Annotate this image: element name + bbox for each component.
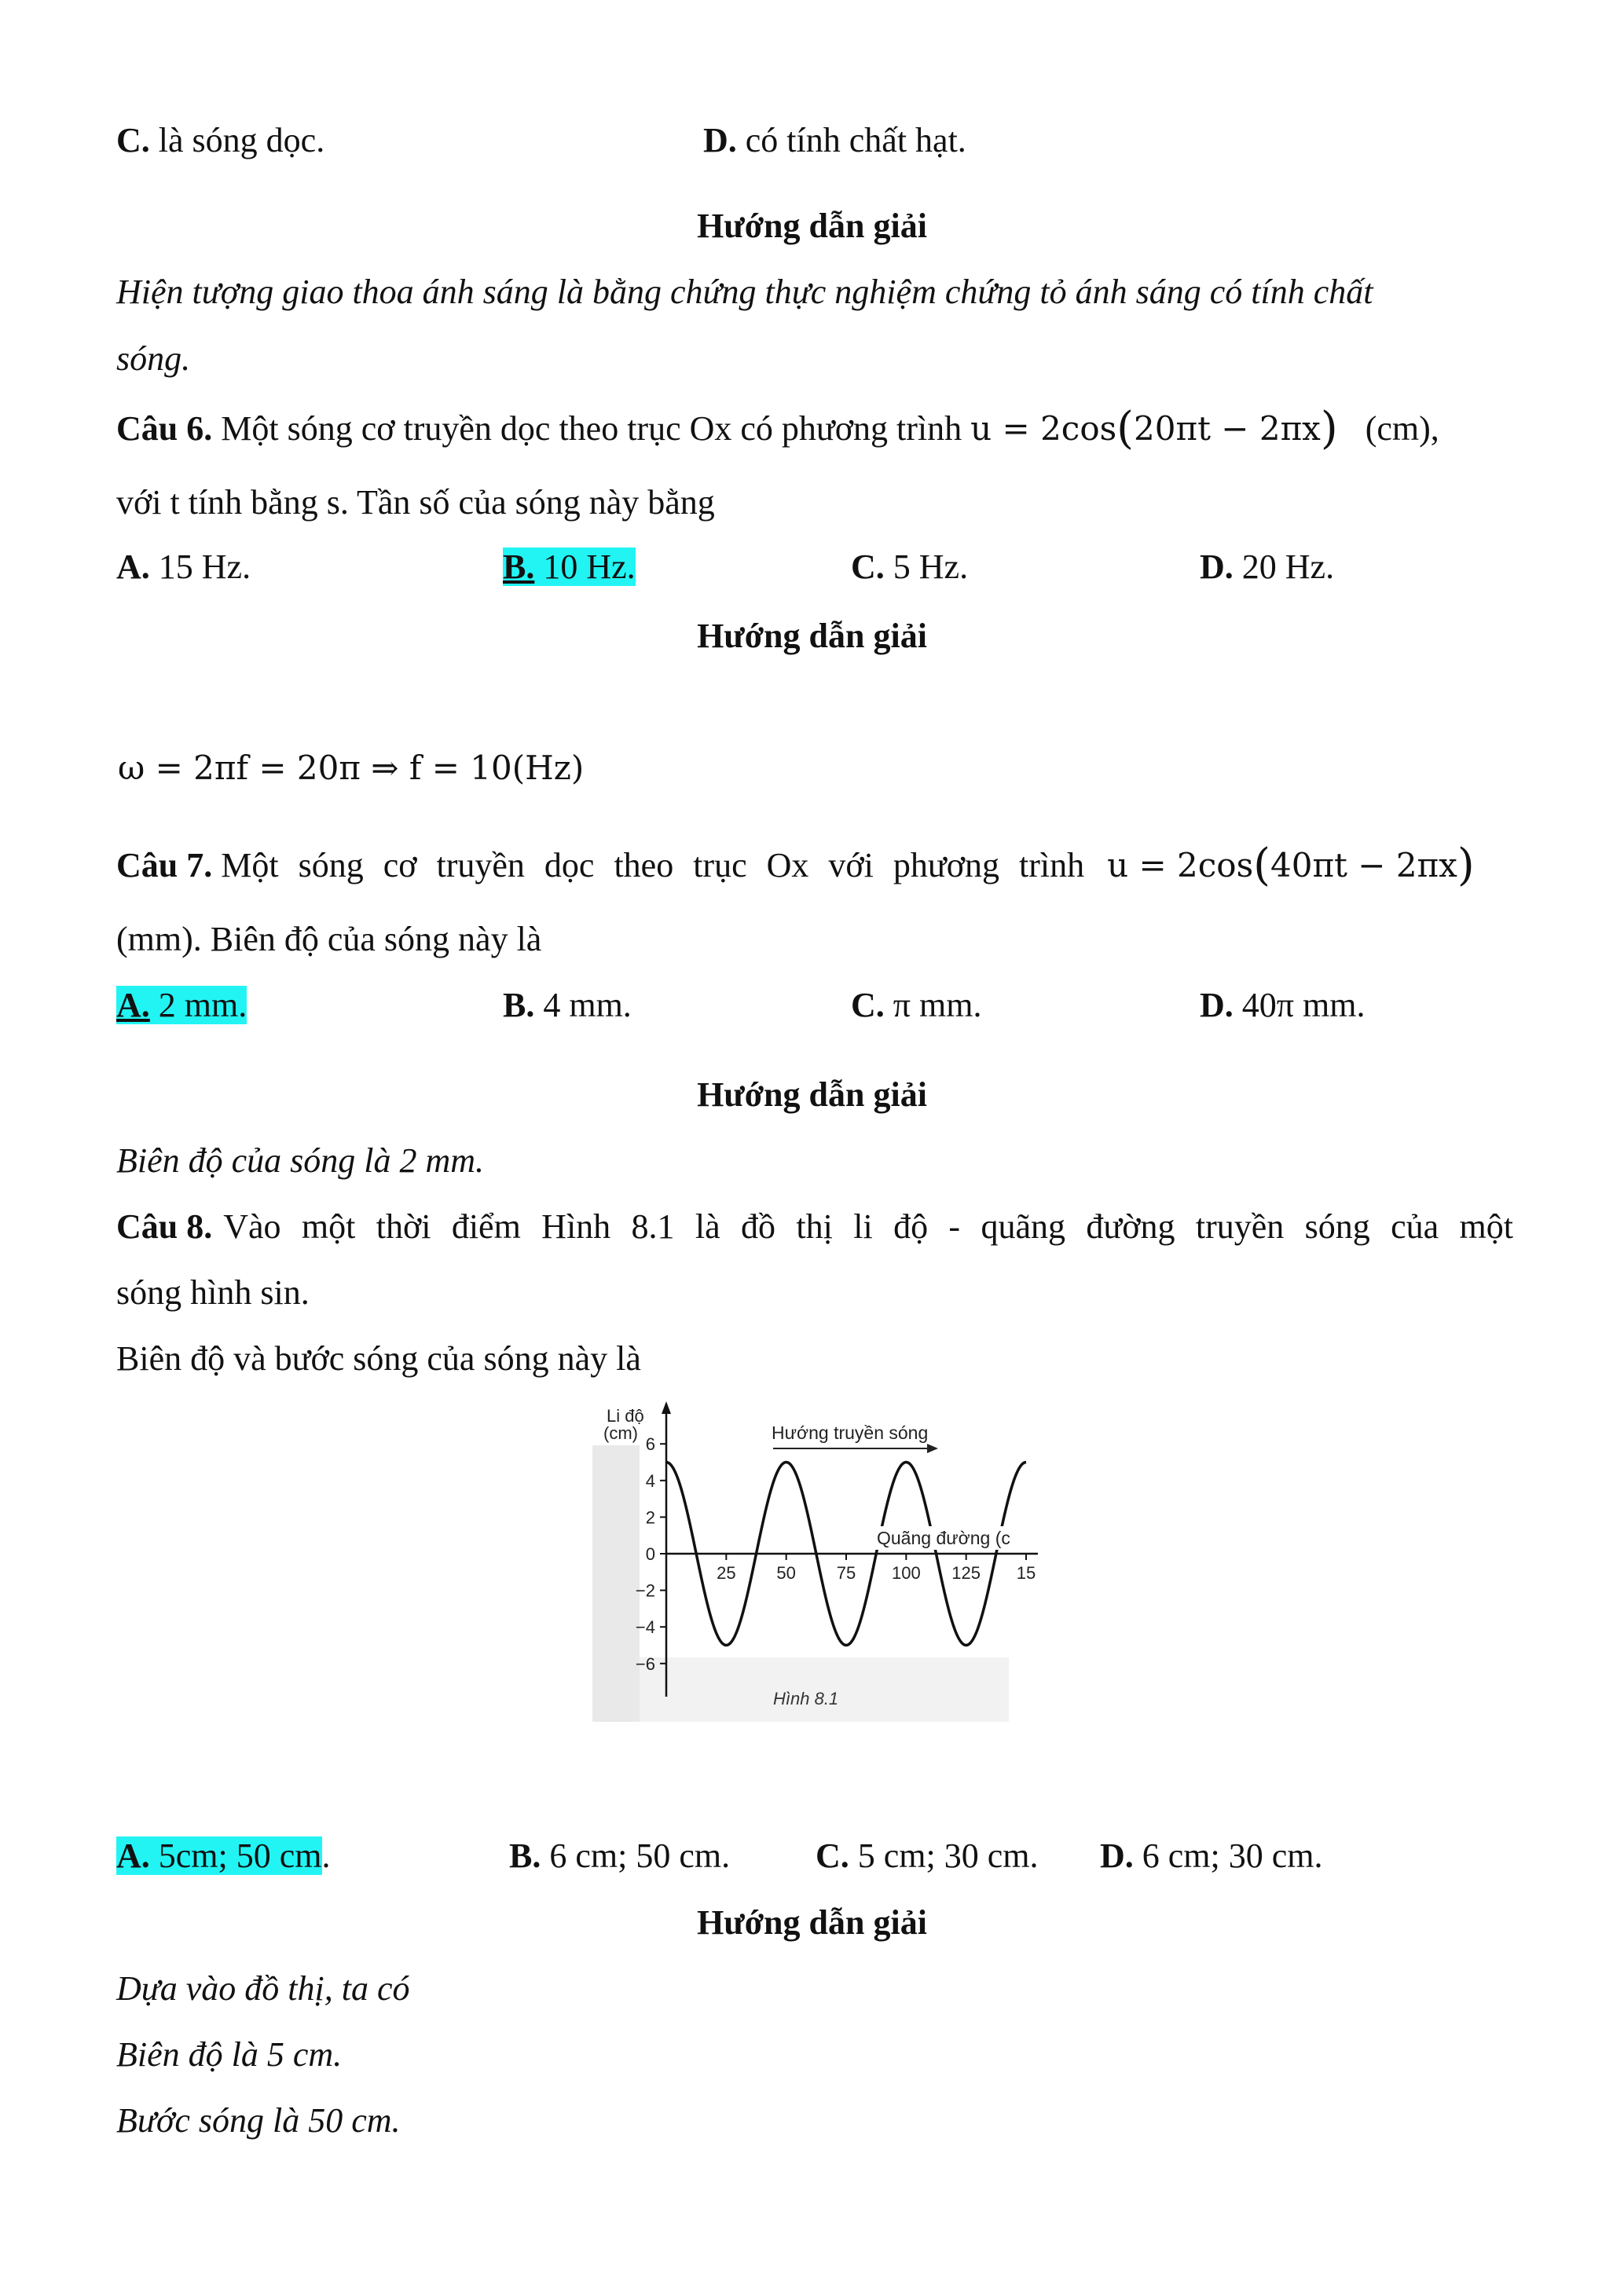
option-letter: B. xyxy=(509,1836,541,1875)
y-tick-label: −4 xyxy=(635,1617,655,1638)
equation: u = 2cos(40πt − 2πx) xyxy=(1107,840,1475,891)
q8-solution-line2: Biên độ là 5 cm. xyxy=(116,2035,343,2074)
q6-option-a xyxy=(116,547,251,588)
option-letter: B. xyxy=(503,547,535,586)
option-text: 6 cm; 50 cm. xyxy=(549,1836,731,1875)
q8-stem-line1 xyxy=(116,1207,1513,1247)
question-label: Câu 8. xyxy=(116,1207,213,1246)
y-tick-label: 2 xyxy=(645,1507,655,1528)
option-text: có tính chất hạt. xyxy=(745,121,966,159)
x-tick-label: 50 xyxy=(776,1563,796,1583)
y-tick-label: −2 xyxy=(635,1580,655,1601)
y-tick-label: 0 xyxy=(645,1544,655,1564)
q7-option-a-answer xyxy=(116,985,247,1026)
x-axis-label: Quãng đường (c xyxy=(877,1528,1010,1548)
y-axis-label-line2: (cm) xyxy=(603,1423,638,1443)
equation: u = 2cos(20πt − 2πx) xyxy=(970,403,1338,454)
question-unit: (cm), xyxy=(1365,409,1439,448)
q8-option-b xyxy=(509,1836,730,1877)
q7-option-c xyxy=(851,985,981,1026)
q8-guide-heading: Hướng dẫn giải xyxy=(697,1903,927,1942)
q7-option-d xyxy=(1200,985,1365,1026)
equation-left: u = 2cos xyxy=(1107,846,1254,884)
option-text: 40π mm. xyxy=(1241,986,1366,1024)
option-letter: D. xyxy=(1100,1836,1134,1875)
option-letter: D. xyxy=(1200,547,1234,586)
option-text: 5cm; 50 cm xyxy=(158,1836,322,1875)
q8-option-a-answer xyxy=(116,1836,331,1877)
option-text: 4 mm. xyxy=(543,986,632,1024)
q6-option-b-answer xyxy=(503,547,636,588)
q6-stem-line1 xyxy=(116,403,1439,454)
q7-option-b xyxy=(503,985,632,1026)
option-letter: A. xyxy=(116,986,150,1024)
q5-option-c xyxy=(116,120,324,161)
q6-option-d xyxy=(1200,547,1334,588)
x-tick-label: 100 xyxy=(891,1563,921,1583)
scan-shading xyxy=(592,1445,640,1722)
wave-chart xyxy=(592,1398,1038,1722)
q8-solution-line1: Dựa vào đồ thị, ta có xyxy=(116,1969,410,2008)
q8-stem-line3: Biên độ và bước sóng của sóng này là xyxy=(116,1339,641,1378)
x-tick-label: 125 xyxy=(951,1563,981,1583)
option-letter: B. xyxy=(503,986,535,1024)
equation-inner: 20πt − 2πx xyxy=(1134,409,1321,448)
q7-solution: Biên độ của sóng là 2 mm. xyxy=(116,1141,485,1180)
option-text: 2 mm. xyxy=(158,986,247,1024)
option-text: 10 Hz. xyxy=(543,547,636,586)
figure-8-1 xyxy=(592,1398,1038,1722)
x-tick-label: 15 xyxy=(1016,1563,1036,1583)
q6-guide-heading: Hướng dẫn giải xyxy=(697,617,927,655)
option-letter: D. xyxy=(1200,986,1234,1024)
q6-stem-line2: với t tính bằng s. Tần số của sóng này bằng xyxy=(116,483,715,522)
option-letter: C. xyxy=(816,1836,849,1875)
option-text: 15 Hz. xyxy=(158,547,251,586)
option-letter: A. xyxy=(116,547,150,586)
x-tick-label: 25 xyxy=(717,1563,736,1583)
equation-inner: 40πt − 2πx xyxy=(1270,846,1457,884)
equation-left: u = 2cos xyxy=(970,409,1117,448)
q8-solution-line3: Bước sóng là 50 cm. xyxy=(116,2101,401,2140)
q7-stem-line2: (mm). Biên độ của sóng này là xyxy=(116,920,542,958)
question-text: Vào một thời điểm Hình 8.1 là đồ thị li độ - quãng đường truyền sóng của một xyxy=(223,1207,1513,1246)
q5-guide-text-line1: Hiện tượng giao thoa ánh sáng là bằng chứng thực nghiệm chứng tỏ ánh sáng có tính chất xyxy=(116,273,1373,311)
option-letter: C. xyxy=(851,986,885,1024)
q5-option-d xyxy=(703,120,966,161)
option-trail: . xyxy=(321,1836,331,1875)
option-text: 5 cm; 30 cm. xyxy=(857,1836,1039,1875)
q5-guide-text-line2: sóng. xyxy=(116,339,191,378)
y-axis-label-line1: Li độ xyxy=(607,1406,644,1426)
q6-solution: ω = 2πf = 20π ⇒ f = 10(Hz) xyxy=(118,749,585,787)
option-text: 20 Hz. xyxy=(1241,547,1335,586)
direction-label: Hướng truyền sóng xyxy=(772,1423,929,1443)
q8-stem-line2: sóng hình sin. xyxy=(116,1273,310,1312)
option-text: π mm. xyxy=(893,986,982,1024)
option-letter: C. xyxy=(116,121,150,159)
option-letter: C. xyxy=(851,547,885,586)
q8-option-d xyxy=(1100,1836,1323,1877)
figure-caption: Hình 8.1 xyxy=(773,1689,839,1708)
y-tick-label: −6 xyxy=(635,1653,655,1674)
q6-option-c xyxy=(851,547,968,588)
x-tick-label: 75 xyxy=(836,1563,856,1583)
q7-stem-line1 xyxy=(116,840,1475,891)
q7-guide-heading: Hướng dẫn giải xyxy=(697,1075,927,1114)
q8-option-c xyxy=(816,1836,1039,1877)
option-text: 6 cm; 30 cm. xyxy=(1142,1836,1323,1875)
q5-guide-heading: Hướng dẫn giải xyxy=(697,207,927,245)
y-tick-label: 4 xyxy=(645,1470,655,1491)
question-text: Một sóng cơ truyền dọc theo trục Ox có phương trình xyxy=(221,409,962,448)
option-text: 5 Hz. xyxy=(893,547,969,586)
y-tick-label: 6 xyxy=(645,1434,655,1455)
question-label: Câu 7. xyxy=(116,846,213,884)
option-letter: A. xyxy=(116,1836,150,1875)
option-letter: D. xyxy=(703,121,737,159)
option-text: là sóng dọc. xyxy=(158,121,325,159)
question-text: Một sóng cơ truyền dọc theo trục Ox với phương trình xyxy=(221,846,1085,884)
question-label: Câu 6. xyxy=(116,409,213,448)
